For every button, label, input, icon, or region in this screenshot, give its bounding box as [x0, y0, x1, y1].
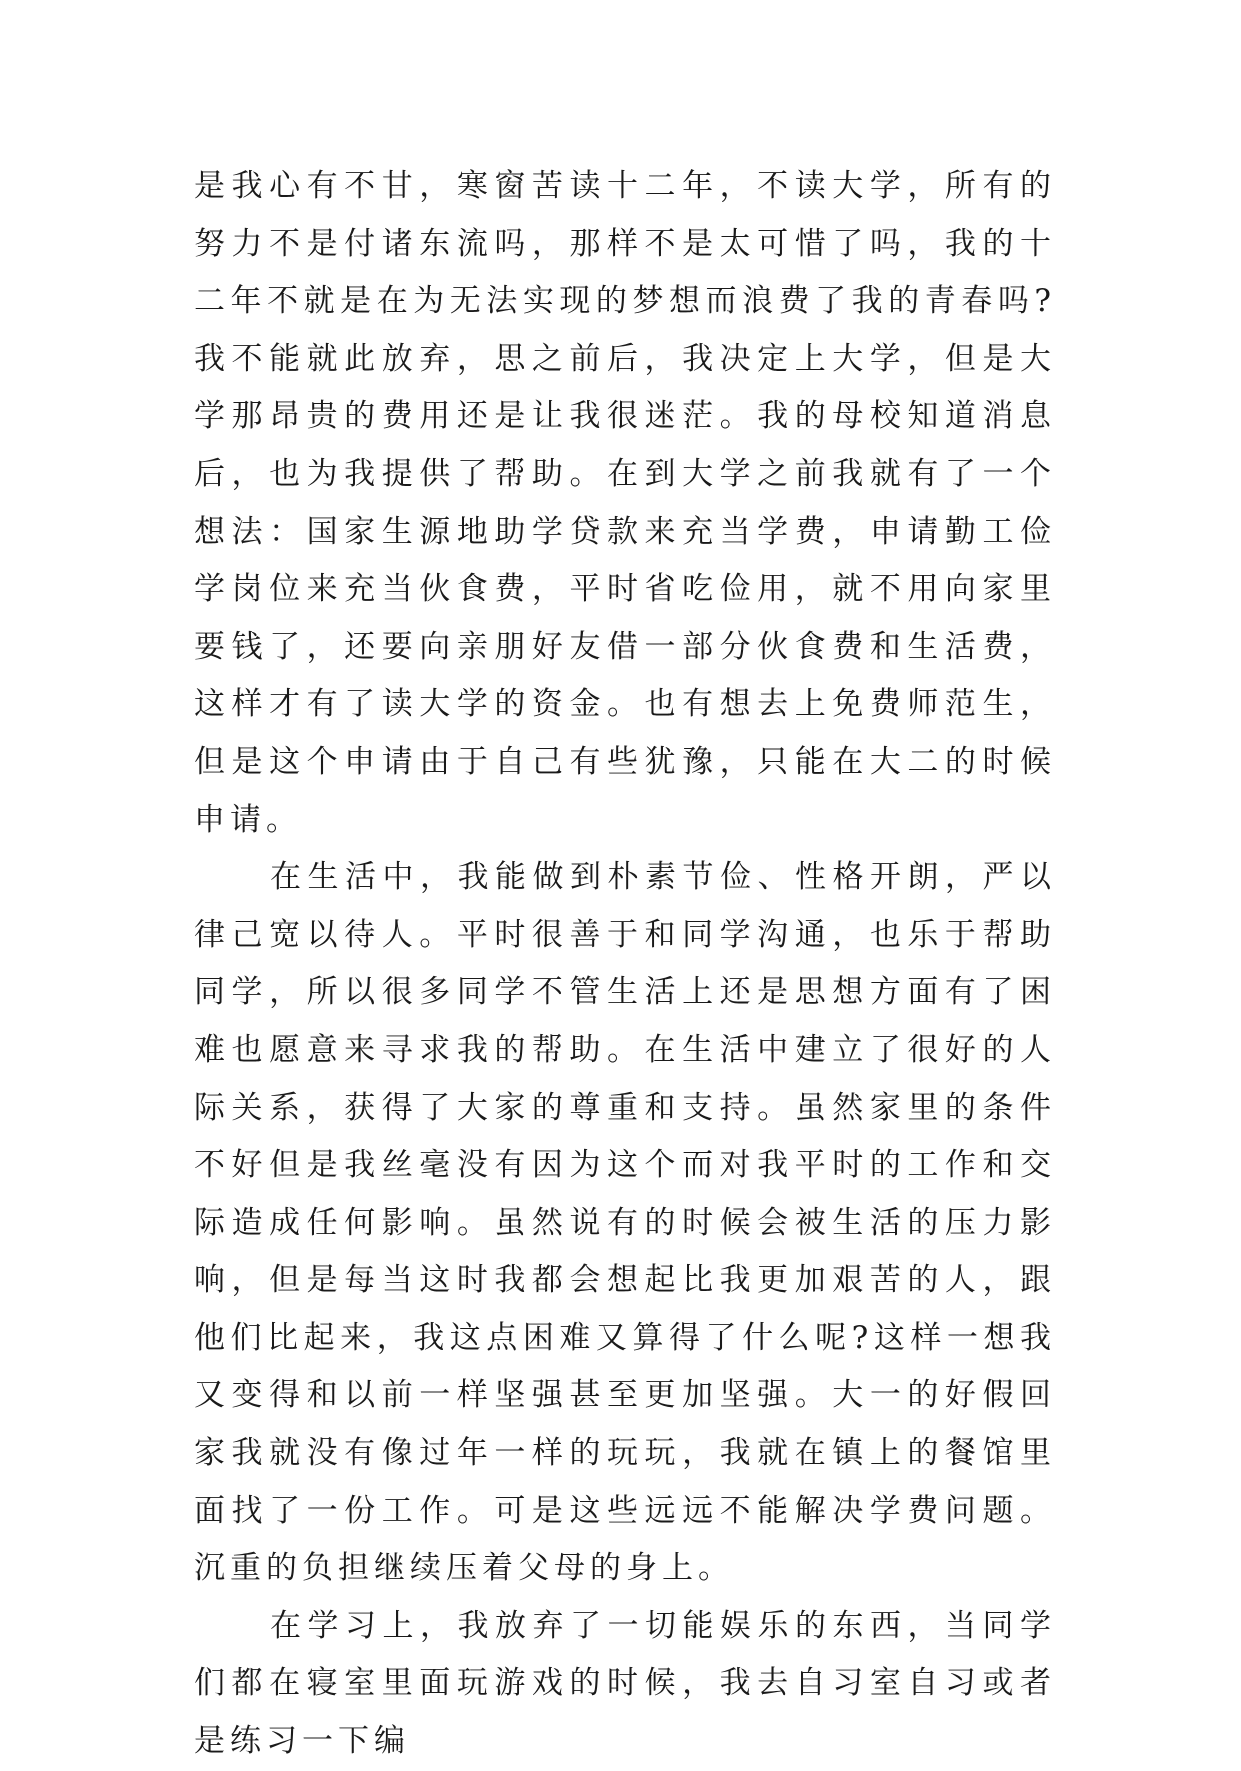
document-body [194, 158, 1056, 1771]
paragraph-2: 在生活中，我能做到朴素节俭、性格开朗，严以律己宽以待人。平时很善于和同学沟通，也乐于帮助同学，所以很多同学不管生活上还是思想方面有了困难也愿意来寻求我的帮助。在生活中建立了很好的人际关系，获得了大家的尊重和支持。虽然家里的条件不好但是我丝毫没有因为这个而对我平时的工作和交际造成任何影响。虽然说有的时候会被生活的压力影响，但是每当这时我都会想起比我更加艰苦的人，跟他们比起来，我这点困难又算得了什么呢?这样一想我又变得和以前一样坚强甚至更加坚强。大一的好假回家我就没有像过年一样的玩玩，我就在镇上的餐馆里面找了一份工作。可是这些远远不能解决学费问题。沉重的负担继续压着父母的身上。 [194, 859, 1056, 1587]
paragraph-1: 是我心有不甘，寒窗苦读十二年，不读大学，所有的努力不是付诸东流吗，那样不是太可惜了吗，我的十二年不就是在为无法实现的梦想而浪费了我的青春吗?我不能就此放弃，思之前后，我决定上大学，但是大学那昂贵的费用还是让我很迷茫。我的母校知道消息后，也为我提供了帮助。在到大学之前我就有了一个想法：国家生源地助学贷款来充当学费，申请勤工俭学岗位来充当伙食费，平时省吃俭用，就不用向家里要钱了，还要向亲朋好友借一部分伙食费和生活费，这样才有了读大学的资金。也有想去上免费师范生，但是这个申请由于自己有些犹豫，只能在大二的时候申请。 [194, 168, 1056, 838]
paragraph-3: 在学习上，我放弃了一切能娱乐的东西，当同学们都在寝室里面玩游戏的时候，我去自习室自习或者是练习一下编 [194, 1607, 1056, 1760]
